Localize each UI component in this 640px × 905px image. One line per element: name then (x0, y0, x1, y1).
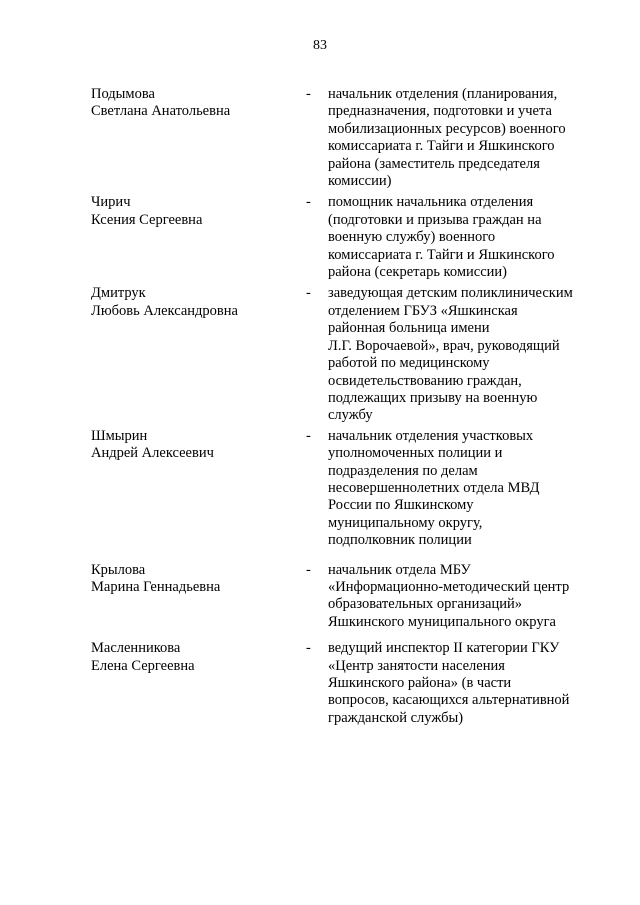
member-name (91, 285, 291, 320)
dash-separator: - (306, 194, 311, 211)
member-name (91, 194, 291, 229)
position-line: гражданской службы) (328, 709, 464, 726)
member-position (328, 562, 598, 632)
member-entry (0, 86, 640, 190)
position-line: ведущий инспектор II категории ГКУ (328, 640, 560, 657)
member-name (91, 86, 291, 121)
position-line: муниципальному округу, (328, 514, 483, 531)
member-given-names: Светлана Анатольевна (91, 103, 231, 120)
dash-separator: - (306, 285, 311, 302)
position-line: (подготовки и призыва граждан на (328, 211, 542, 228)
page-number: 83 (313, 38, 327, 53)
member-entry (0, 194, 640, 281)
position-line: предназначения, подготовки и учета (328, 103, 552, 120)
position-line: заведующая детским поликлиническим (328, 285, 573, 302)
member-surname: Чирич (91, 194, 131, 211)
position-line: начальник отделения (планирования, (328, 86, 558, 102)
position-line: подполковник полиции (328, 532, 472, 549)
dash-separator: - (306, 427, 311, 444)
member-position (328, 86, 598, 190)
member-given-names: Елена Сергеевна (91, 657, 195, 674)
position-line: начальник отделения участковых (328, 427, 534, 444)
position-line: районная больница имени (328, 320, 490, 337)
member-position (328, 194, 598, 281)
member-given-names: Марина Геннадьевна (91, 578, 221, 595)
position-line: Л.Г. Ворочаевой», врач, руководящий (328, 337, 560, 354)
dash-separator: - (306, 86, 311, 102)
dash-separator: - (306, 640, 311, 657)
position-line: «Центр занятости населения (328, 657, 505, 674)
position-line: Яшкинского муниципального округа (328, 613, 556, 630)
position-line: района (секретарь комиссии) (328, 264, 507, 281)
position-line: работой по медицинскому (328, 355, 490, 372)
position-line: образовательных организаций» (328, 596, 523, 613)
position-line: комиссии) (328, 173, 392, 190)
member-given-names: Ксения Сергеевна (91, 211, 203, 228)
position-line: Яшкинского района» (в части (328, 675, 512, 691)
commission-member-list (0, 86, 640, 727)
member-surname: Шмырин (91, 427, 148, 444)
member-surname: Дмитрук (91, 285, 146, 302)
member-name (91, 562, 291, 597)
member-name (91, 640, 291, 675)
member-entry (0, 562, 640, 632)
position-line: начальник отдела МБУ (328, 561, 471, 578)
position-line: военную службу) военного (328, 229, 496, 246)
member-surname: Подымова (91, 86, 155, 102)
member-entry (0, 640, 640, 727)
member-entry (0, 428, 640, 550)
member-position (328, 640, 598, 727)
position-line: комиссариата г. Тайги и Яшкинского (328, 138, 555, 155)
position-line: отделением ГБУЗ «Яшкинская (328, 302, 518, 319)
position-line: службу (328, 407, 373, 424)
member-position (328, 285, 598, 424)
position-line: подразделения по делам (328, 462, 478, 479)
position-line: комиссариата г. Тайги и Яшкинского (328, 246, 555, 263)
position-line: России по Яшкинскому (328, 497, 474, 514)
dash-separator: - (306, 561, 311, 578)
member-surname: Масленникова (91, 640, 181, 657)
position-line: освидетельствованию граждан, (328, 372, 522, 389)
member-surname: Крылова (91, 561, 146, 578)
member-given-names: Любовь Александровна (91, 302, 238, 319)
member-entry (0, 285, 640, 424)
member-name (91, 428, 291, 463)
position-line: помощник начальника отделения (328, 194, 534, 211)
position-line: подлежащих призыву на военную (328, 389, 538, 406)
position-line: мобилизационных ресурсов) военного (328, 120, 566, 137)
member-given-names: Андрей Алексеевич (91, 445, 214, 462)
position-line: района (заместитель председателя (328, 155, 540, 172)
position-line: несовершеннолетних отдела МВД (328, 479, 540, 496)
position-line: вопросов, касающихся альтернативной (328, 692, 570, 709)
member-position (328, 428, 598, 550)
position-line: уполномоченных полиции и (328, 445, 503, 462)
position-line: «Информационно-методический центр (328, 578, 570, 595)
